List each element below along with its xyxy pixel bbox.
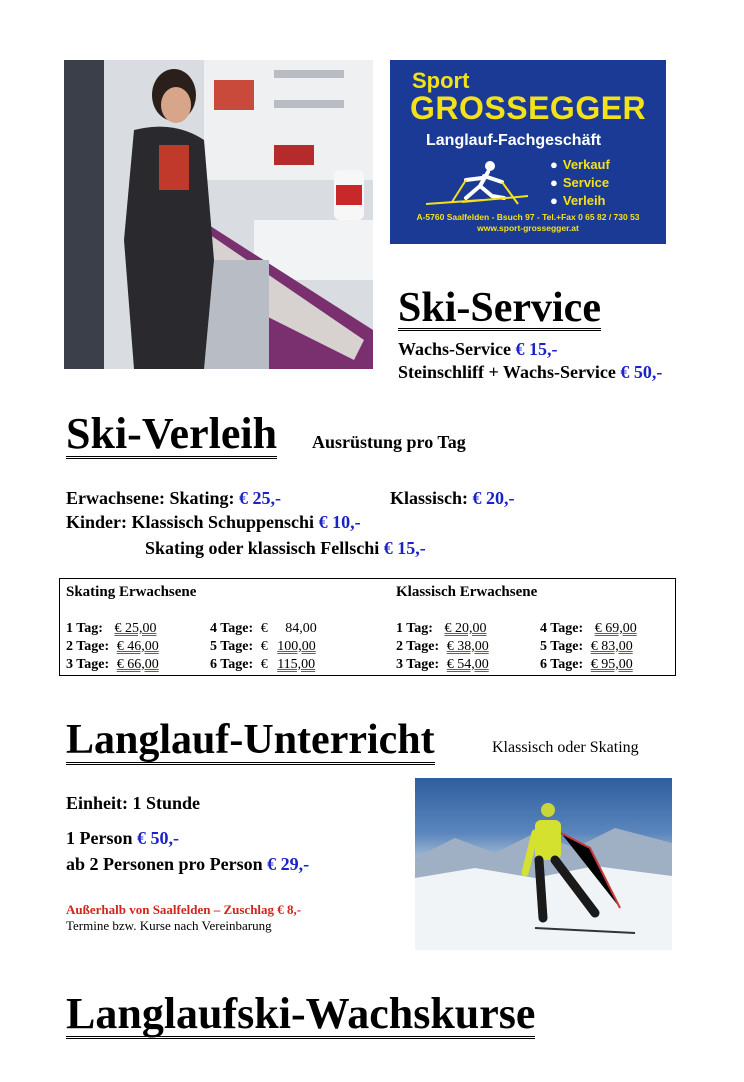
row-currency: € bbox=[260, 621, 268, 636]
unterricht-extra-fee: Außerhalb von Saalfelden – Zuschlag € 8,- bbox=[66, 902, 302, 917]
adults-label: Erwachsene: Skating: bbox=[66, 488, 235, 508]
row-label: 2 Tage: bbox=[66, 639, 110, 654]
table-row bbox=[540, 657, 633, 673]
unterricht-p2-row bbox=[66, 854, 309, 875]
logo-bullet: ● Verleih bbox=[550, 192, 610, 210]
table-row bbox=[396, 639, 489, 655]
cross-country-skier-icon bbox=[422, 158, 532, 208]
logo-address: A-5760 Saalfelden - Bsuch 97 - Tel.+Fax 0 65 82 / 730 53 bbox=[416, 212, 640, 222]
rental-price-table bbox=[59, 578, 676, 676]
table-row bbox=[210, 639, 316, 655]
logo-website: www.sport-grossegger.at bbox=[477, 223, 579, 233]
unterricht-subtitle: Klassisch oder Skating bbox=[492, 739, 639, 756]
row-price: 115,00 bbox=[277, 657, 316, 672]
table-row bbox=[66, 639, 159, 655]
kids2-label: Skating oder klassisch Fellschi bbox=[145, 538, 380, 558]
unterricht-p1-row bbox=[66, 828, 179, 849]
adults-classic-label: Klassisch: bbox=[390, 488, 469, 508]
row-price: € 46,00 bbox=[116, 639, 159, 654]
adults-classic-price: € 20,- bbox=[472, 488, 515, 508]
p1-price: € 50,- bbox=[137, 828, 179, 848]
table-left-title: Skating Erwachsene bbox=[66, 584, 197, 600]
row-price: € 20,00 bbox=[444, 621, 487, 636]
table-row bbox=[210, 621, 317, 637]
row-label: 5 Tage: bbox=[210, 639, 254, 654]
photo-cross-country-skier bbox=[415, 778, 672, 950]
table-row bbox=[396, 657, 489, 673]
p2-price: € 29,- bbox=[267, 854, 310, 874]
adults-skating-price: € 25,- bbox=[239, 488, 282, 508]
row-label: 4 Tage: bbox=[540, 621, 584, 636]
row-label: 6 Tage: bbox=[210, 657, 254, 672]
table-right-title: Klassisch Erwachsene bbox=[396, 584, 538, 600]
unterricht-heading: Langlauf-Unterricht bbox=[66, 717, 435, 763]
p1-label: 1 Person bbox=[66, 828, 133, 848]
logo-sport: Sport bbox=[412, 68, 470, 93]
row-label: 2 Tage: bbox=[396, 639, 440, 654]
row-price: € 95,00 bbox=[590, 657, 633, 672]
table-row bbox=[66, 657, 159, 673]
row-label: 3 Tage: bbox=[396, 657, 440, 672]
grossegger-logo bbox=[390, 60, 666, 244]
row-price: € 54,00 bbox=[446, 657, 489, 672]
row-price: € 83,00 bbox=[590, 639, 633, 654]
row-label: 1 Tag: bbox=[66, 621, 103, 636]
unterricht-note: Termine bzw. Kurse nach Vereinbarung bbox=[66, 918, 272, 933]
logo-name: GROSSEGGER bbox=[410, 90, 647, 126]
logo-subtitle: Langlauf-Fachgeschäft bbox=[426, 132, 602, 149]
kids-label: Kinder: Klassisch Schuppenschi bbox=[66, 512, 315, 532]
table-row bbox=[396, 621, 486, 637]
row-price: € 69,00 bbox=[594, 621, 637, 636]
unterricht-unit: Einheit: 1 Stunde bbox=[66, 793, 201, 813]
photo-ski-workshop bbox=[64, 60, 373, 369]
table-row bbox=[66, 621, 156, 637]
row-price: € 38,00 bbox=[446, 639, 489, 654]
service-steinschliff-price: € 50,- bbox=[620, 362, 663, 382]
kids-price: € 10,- bbox=[318, 512, 361, 532]
service-wachs-price: € 15,- bbox=[515, 339, 558, 359]
kids2-price: € 15,- bbox=[383, 538, 426, 558]
ski-service-heading: Ski-Service bbox=[398, 285, 601, 331]
service-line-wachs bbox=[398, 339, 557, 360]
logo-bullets bbox=[550, 156, 610, 210]
logo-bullet: ● Service bbox=[550, 174, 610, 192]
table-row bbox=[540, 639, 633, 655]
ski-verleih-heading: Ski-Verleih bbox=[66, 409, 278, 458]
row-price: € 66,00 bbox=[116, 657, 159, 672]
p2-label: ab 2 Personen pro Person bbox=[66, 854, 263, 874]
verleih-adults-row bbox=[66, 488, 281, 509]
table-row bbox=[540, 621, 637, 637]
row-price: 100,00 bbox=[277, 639, 316, 654]
row-label: 3 Tage: bbox=[66, 657, 110, 672]
service-wachs-label: Wachs-Service bbox=[398, 339, 511, 359]
row-label: 5 Tage: bbox=[540, 639, 584, 654]
service-steinschliff-label: Steinschliff + Wachs-Service bbox=[398, 362, 616, 382]
table-row bbox=[210, 657, 315, 673]
row-price: € 25,00 bbox=[114, 621, 157, 636]
row-currency: € bbox=[260, 639, 268, 654]
row-label: 6 Tage: bbox=[540, 657, 584, 672]
row-label: 4 Tage: bbox=[210, 621, 254, 636]
row-price: 84,00 bbox=[285, 621, 317, 636]
service-line-steinschliff bbox=[398, 362, 662, 383]
verleih-adults-classic bbox=[390, 488, 515, 509]
logo-bullet: ● Verkauf bbox=[550, 156, 610, 174]
verleih-kids2-row bbox=[145, 538, 426, 559]
row-label: 1 Tag: bbox=[396, 621, 433, 636]
wachskurse-heading: Langlaufski-Wachskurse bbox=[66, 989, 536, 1038]
verleih-kids-row bbox=[66, 512, 361, 533]
verleih-subtitle: Ausrüstung pro Tag bbox=[312, 432, 466, 452]
row-currency: € bbox=[260, 657, 268, 672]
